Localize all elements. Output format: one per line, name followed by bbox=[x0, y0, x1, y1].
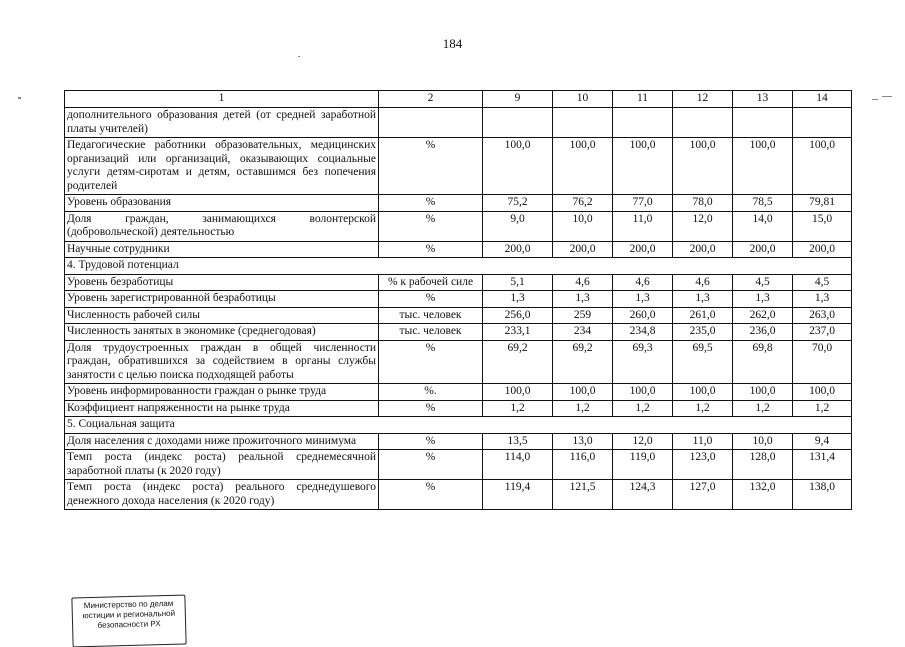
section-row bbox=[65, 258, 852, 275]
value-cell: 78,0 bbox=[673, 195, 733, 212]
scan-speck bbox=[18, 97, 21, 99]
value-cell: 1,2 bbox=[673, 400, 733, 417]
stamp-line: Министерство по делам bbox=[83, 598, 174, 611]
indicator-name: Уровень зарегистрированной безработицы bbox=[65, 291, 379, 308]
table-row bbox=[65, 400, 852, 417]
indicator-name: Темп роста (индекс роста) реальной среднемесячной заработной платы (к 2020 году) bbox=[65, 450, 379, 480]
value-cell: 4,6 bbox=[613, 274, 673, 291]
value-cell: 4,5 bbox=[733, 274, 793, 291]
value-cell: 100,0 bbox=[483, 138, 553, 195]
unit-cell: % к рабочей силе bbox=[379, 274, 483, 291]
value-cell: 1,2 bbox=[793, 400, 852, 417]
value-cell: 100,0 bbox=[553, 384, 613, 401]
value-cell: 236,0 bbox=[733, 324, 793, 341]
unit-cell: %. bbox=[379, 384, 483, 401]
value-cell: 100,0 bbox=[793, 384, 852, 401]
column-header: 9 bbox=[483, 91, 553, 108]
scan-speck bbox=[882, 96, 892, 97]
page-number: 184 bbox=[442, 36, 463, 51]
unit-cell: тыс. человек bbox=[379, 324, 483, 341]
value-cell: 200,0 bbox=[483, 241, 553, 258]
value-cell: 127,0 bbox=[673, 480, 733, 510]
table-row bbox=[65, 433, 852, 450]
value-cell: 11,0 bbox=[673, 433, 733, 450]
value-cell: 200,0 bbox=[613, 241, 673, 258]
column-header: 2 bbox=[379, 91, 483, 108]
table-row bbox=[65, 241, 852, 258]
value-cell: 10,0 bbox=[553, 211, 613, 241]
indicator-name: Коэффициент напряженности на рынке труда bbox=[65, 400, 379, 417]
value-cell: 9,4 bbox=[793, 433, 852, 450]
column-header: 11 bbox=[613, 91, 673, 108]
value-cell: 12,0 bbox=[613, 433, 673, 450]
value-cell: 1,3 bbox=[733, 291, 793, 308]
unit-cell: % bbox=[379, 195, 483, 212]
value-cell: 138,0 bbox=[793, 480, 852, 510]
value-cell bbox=[553, 108, 613, 138]
value-cell: 100,0 bbox=[483, 384, 553, 401]
value-cell: 200,0 bbox=[673, 241, 733, 258]
table-row bbox=[65, 307, 852, 324]
value-cell: 261,0 bbox=[673, 307, 733, 324]
section-title: 5. Социальная защита bbox=[65, 417, 852, 434]
table-row bbox=[65, 195, 852, 212]
value-cell: 14,0 bbox=[733, 211, 793, 241]
value-cell: 131,4 bbox=[793, 450, 852, 480]
value-cell: 69,8 bbox=[733, 340, 793, 384]
value-cell bbox=[673, 108, 733, 138]
value-cell: 100,0 bbox=[673, 138, 733, 195]
value-cell bbox=[613, 108, 673, 138]
indicator-name: Педагогические работники образовательных, медицинских организаций или организаций, оказывающих социальные услуги детям-сиротам и детям, оставшимся без попечения родителей bbox=[65, 138, 379, 195]
unit-cell bbox=[379, 108, 483, 138]
indicator-name: Доля граждан, занимающихся волонтерской (добровольческой) деятельностью bbox=[65, 211, 379, 241]
value-cell: 1,2 bbox=[733, 400, 793, 417]
value-cell: 76,2 bbox=[553, 195, 613, 212]
value-cell: 69,3 bbox=[613, 340, 673, 384]
unit-cell: % bbox=[379, 291, 483, 308]
table-row bbox=[65, 324, 852, 341]
value-cell: 259 bbox=[553, 307, 613, 324]
table-row bbox=[65, 211, 852, 241]
value-cell: 256,0 bbox=[483, 307, 553, 324]
value-cell: 200,0 bbox=[793, 241, 852, 258]
value-cell: 200,0 bbox=[553, 241, 613, 258]
value-cell: 124,3 bbox=[613, 480, 673, 510]
scan-speck bbox=[872, 99, 878, 100]
value-cell: 78,5 bbox=[733, 195, 793, 212]
table-row bbox=[65, 108, 852, 138]
table-row bbox=[65, 340, 852, 384]
value-cell: 69,5 bbox=[673, 340, 733, 384]
scan-speck bbox=[298, 56, 300, 57]
unit-cell: % bbox=[379, 241, 483, 258]
column-header: 12 bbox=[673, 91, 733, 108]
value-cell: 116,0 bbox=[553, 450, 613, 480]
unit-cell: % bbox=[379, 211, 483, 241]
value-cell: 237,0 bbox=[793, 324, 852, 341]
value-cell: 132,0 bbox=[733, 480, 793, 510]
indicator-name: дополнительного образования детей (от средней заработной платы учителей) bbox=[65, 108, 379, 138]
value-cell: 4,6 bbox=[553, 274, 613, 291]
indicator-name: Доля трудоустроенных граждан в общей численности граждан, обратившихся за содействием в органы службы занятости с целью поиска подходящей работы bbox=[65, 340, 379, 384]
unit-cell: % bbox=[379, 480, 483, 510]
section-row bbox=[65, 417, 852, 434]
value-cell: 100,0 bbox=[793, 138, 852, 195]
unit-cell: % bbox=[379, 400, 483, 417]
value-cell: 79,81 bbox=[793, 195, 852, 212]
value-cell: 1,2 bbox=[553, 400, 613, 417]
value-cell: 123,0 bbox=[673, 450, 733, 480]
value-cell: 262,0 bbox=[733, 307, 793, 324]
indicator-name: Численность рабочей силы bbox=[65, 307, 379, 324]
value-cell: 121,5 bbox=[553, 480, 613, 510]
value-cell: 119,4 bbox=[483, 480, 553, 510]
value-cell bbox=[733, 108, 793, 138]
value-cell: 77,0 bbox=[613, 195, 673, 212]
section-title: 4. Трудовой потенциал bbox=[65, 258, 852, 275]
unit-cell: тыс. человек bbox=[379, 307, 483, 324]
value-cell: 119,0 bbox=[613, 450, 673, 480]
indicators-table bbox=[64, 90, 852, 510]
indicator-name: Научные сотрудники bbox=[65, 241, 379, 258]
column-header: 14 bbox=[793, 91, 852, 108]
value-cell: 10,0 bbox=[733, 433, 793, 450]
value-cell: 100,0 bbox=[613, 384, 673, 401]
value-cell: 1,3 bbox=[483, 291, 553, 308]
indicator-name: Уровень безработицы bbox=[65, 274, 379, 291]
ministry-stamp bbox=[71, 595, 186, 647]
value-cell: 100,0 bbox=[733, 384, 793, 401]
value-cell: 4,5 bbox=[793, 274, 852, 291]
indicator-name: Уровень информированности граждан о рынке труда bbox=[65, 384, 379, 401]
value-cell: 4,6 bbox=[673, 274, 733, 291]
value-cell: 234,8 bbox=[613, 324, 673, 341]
value-cell: 13,5 bbox=[483, 433, 553, 450]
table-row bbox=[65, 480, 852, 510]
value-cell: 69,2 bbox=[483, 340, 553, 384]
value-cell: 114,0 bbox=[483, 450, 553, 480]
table-header-row bbox=[65, 91, 852, 108]
value-cell: 235,0 bbox=[673, 324, 733, 341]
unit-cell: % bbox=[379, 138, 483, 195]
value-cell: 11,0 bbox=[613, 211, 673, 241]
indicator-name: Доля населения с доходами ниже прожиточного минимума bbox=[65, 433, 379, 450]
value-cell: 100,0 bbox=[733, 138, 793, 195]
value-cell: 260,0 bbox=[613, 307, 673, 324]
value-cell: 75,2 bbox=[483, 195, 553, 212]
value-cell: 1,3 bbox=[793, 291, 852, 308]
table-row bbox=[65, 274, 852, 291]
indicator-name: Численность занятых в экономике (среднегодовая) bbox=[65, 324, 379, 341]
value-cell: 9,0 bbox=[483, 211, 553, 241]
stamp-line: безопасности РХ bbox=[97, 619, 161, 630]
stamp-line: юстиции и региональной bbox=[82, 608, 176, 621]
table-row bbox=[65, 291, 852, 308]
value-cell: 12,0 bbox=[673, 211, 733, 241]
value-cell: 1,3 bbox=[673, 291, 733, 308]
value-cell bbox=[793, 108, 852, 138]
value-cell: 70,0 bbox=[793, 340, 852, 384]
value-cell: 1,3 bbox=[613, 291, 673, 308]
value-cell: 15,0 bbox=[793, 211, 852, 241]
unit-cell: % bbox=[379, 340, 483, 384]
value-cell: 200,0 bbox=[733, 241, 793, 258]
column-header: 13 bbox=[733, 91, 793, 108]
value-cell: 128,0 bbox=[733, 450, 793, 480]
indicator-name: Уровень образования bbox=[65, 195, 379, 212]
value-cell: 100,0 bbox=[673, 384, 733, 401]
value-cell: 233,1 bbox=[483, 324, 553, 341]
value-cell: 69,2 bbox=[553, 340, 613, 384]
indicator-name: Темп роста (индекс роста) реального среднедушевого денежного дохода населения (к 2020 году) bbox=[65, 480, 379, 510]
value-cell: 5,1 bbox=[483, 274, 553, 291]
value-cell: 13,0 bbox=[553, 433, 613, 450]
unit-cell: % bbox=[379, 450, 483, 480]
column-header: 1 bbox=[65, 91, 379, 108]
value-cell: 100,0 bbox=[553, 138, 613, 195]
value-cell: 100,0 bbox=[613, 138, 673, 195]
value-cell bbox=[483, 108, 553, 138]
value-cell: 1,2 bbox=[483, 400, 553, 417]
table-row bbox=[65, 450, 852, 480]
value-cell: 1,2 bbox=[613, 400, 673, 417]
value-cell: 1,3 bbox=[553, 291, 613, 308]
table-row bbox=[65, 384, 852, 401]
value-cell: 263,0 bbox=[793, 307, 852, 324]
column-header: 10 bbox=[553, 91, 613, 108]
table-row bbox=[65, 138, 852, 195]
value-cell: 234 bbox=[553, 324, 613, 341]
unit-cell: % bbox=[379, 433, 483, 450]
